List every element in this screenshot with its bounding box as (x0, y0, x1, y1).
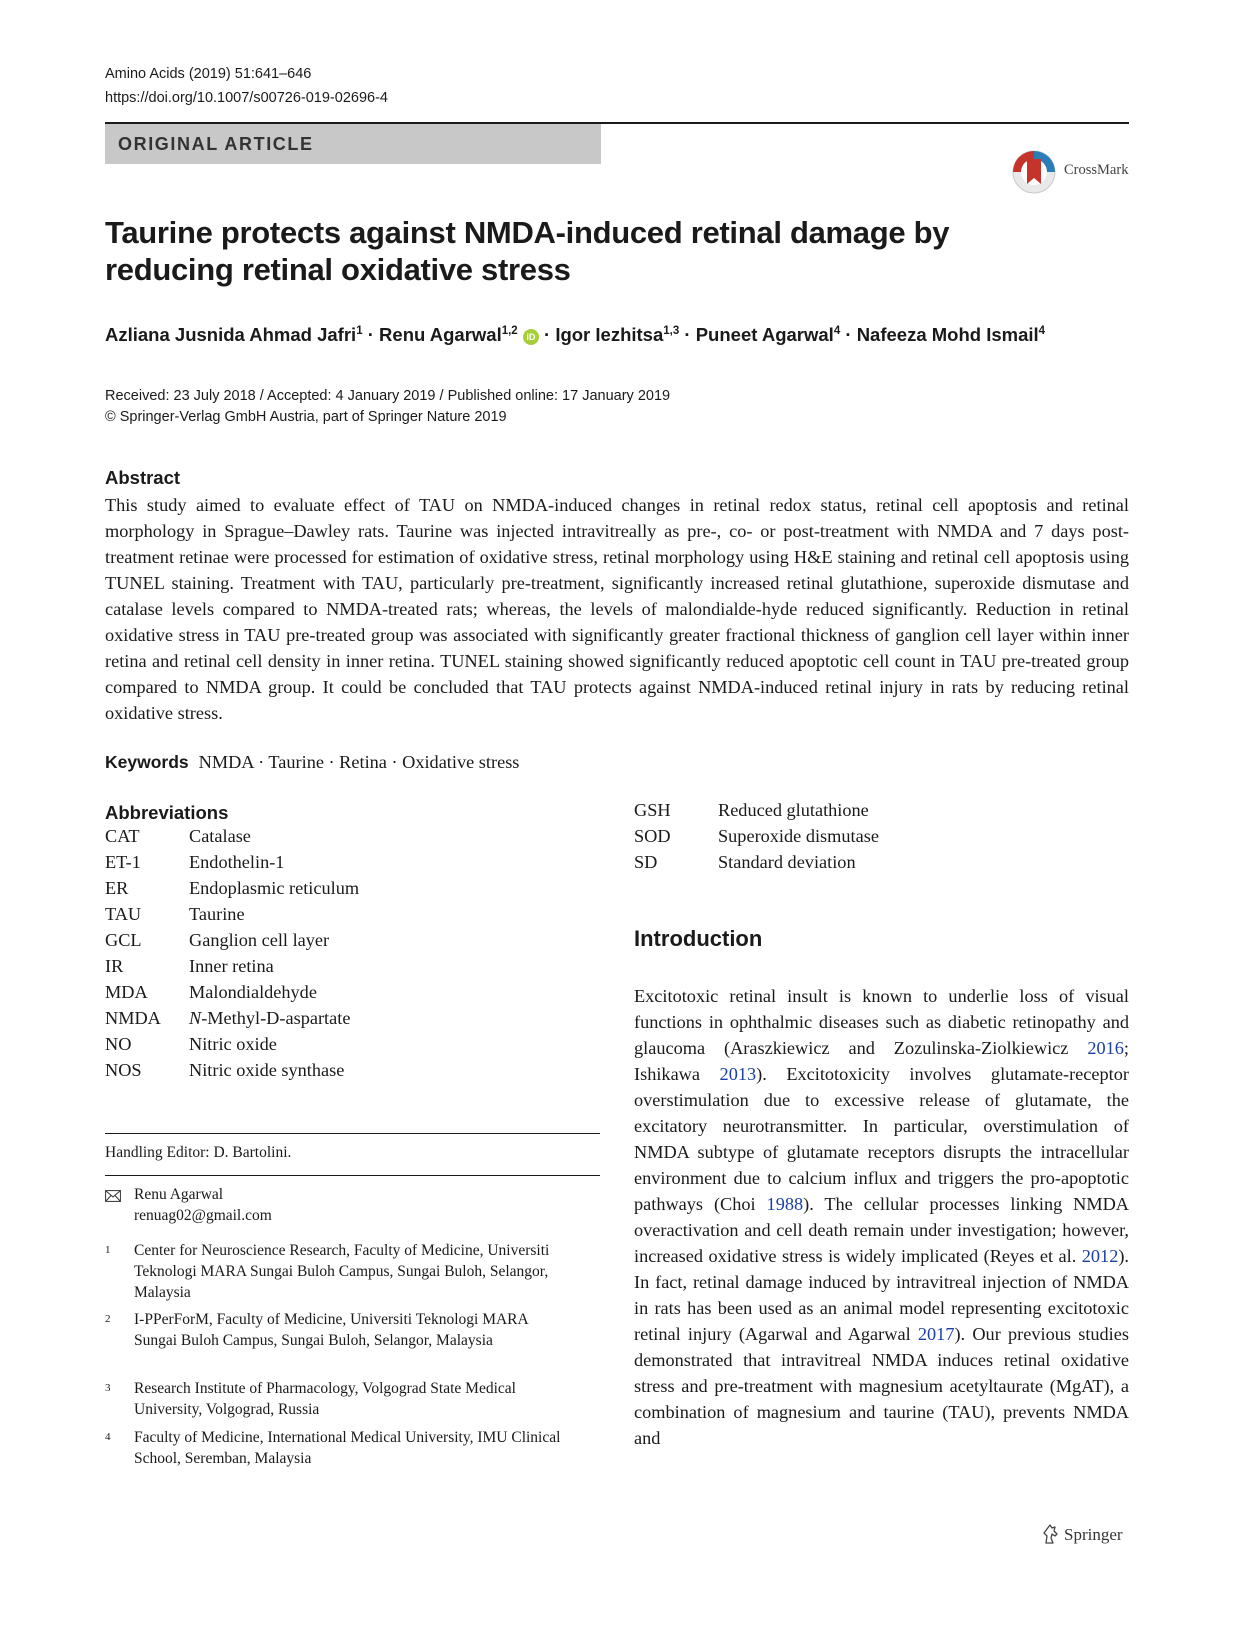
abbreviation-row (105, 930, 359, 956)
springer-horse-icon (1040, 1523, 1062, 1545)
publisher-logo-text: Springer (1064, 1525, 1123, 1544)
abbreviation-value (189, 1008, 359, 1034)
affiliation-number: 1 (105, 1244, 111, 1256)
abbreviation-row (105, 1008, 359, 1034)
abbreviation-key: ET-1 (105, 852, 141, 872)
abbreviation-key: SD (634, 852, 658, 872)
affiliation-number: 3 (105, 1382, 111, 1394)
introduction-text (634, 983, 1129, 1451)
intro-text-segment: ; Ishikawa (634, 1038, 1129, 1084)
orcid-icon[interactable]: iD (523, 329, 539, 345)
intro-text-segment: ). In fact, retinal damage induced by intravitreal injection of NMDA in rats has been used as an animal model representing excitotoxic retinal injury (Agarwal and Agarwal (634, 1246, 1129, 1344)
abbreviation-row (634, 800, 879, 826)
citation-link[interactable]: 2012 (1081, 1246, 1119, 1266)
abbreviation-row (105, 956, 359, 982)
keywords (105, 752, 519, 773)
abbreviation-value: Catalase (189, 826, 251, 846)
abbreviation-row (105, 852, 359, 878)
abbreviation-value: Nitric oxide synthase (189, 1060, 345, 1080)
doi-link[interactable]: https://doi.org/10.1007/s00726-019-02696-4 (105, 90, 388, 106)
citation-link[interactable]: 2013 (719, 1064, 757, 1084)
abbreviation-value: Superoxide dismutase (718, 826, 879, 846)
keywords-list: NMDA · Taurine · Retina · Oxidative stress (198, 752, 520, 772)
abbreviation-key: SOD (634, 826, 671, 846)
author-affiliation: 1,3 (663, 325, 680, 337)
abbreviations-list-right (634, 800, 879, 878)
abbreviations-heading: Abbreviations (105, 802, 229, 823)
abbreviation-value: Endothelin-1 (189, 852, 285, 872)
author-name[interactable]: Renu Agarwal (379, 324, 502, 345)
abbreviation-row (105, 1034, 359, 1060)
intro-text-segment: Excitotoxic retinal insult is known to underlie loss of visual functions in ophthalmic diseases such as diabetic retinopathy and glaucoma (Araszkiewicz and Zozulinska-Ziolkiewicz (634, 986, 1129, 1058)
intro-text-segment: ). Excitotoxicity involves glutamate-receptor overstimulation due to excessive release of glutamate, the excitatory neurotransmitter. In particular, overstimulation of NMDA subtype of glutamate receptors disrupts the intracellular environment due to calcium influx and triggers the pro-apoptotic pathways (Choi (634, 1064, 1129, 1214)
abbreviation-value: Ganglion cell layer (189, 930, 330, 950)
abbreviation-key: CAT (105, 826, 140, 846)
journal-citation: Amino Acids (2019) 51:641–646 (105, 66, 312, 82)
citation-link[interactable]: 2016 (1087, 1038, 1124, 1058)
article-type-label: ORIGINAL ARTICLE (118, 134, 314, 154)
abbreviation-value: Taurine (189, 904, 245, 924)
abbreviation-value-text: -Methyl-D-aspartate (201, 1008, 351, 1028)
copyright-notice: © Springer-Verlag GmbH Austria, part of Springer Nature 2019 (105, 409, 507, 425)
introduction-heading: Introduction (634, 926, 763, 951)
author-name[interactable]: Puneet Agarwal (695, 324, 834, 345)
keywords-label: Keywords (105, 752, 189, 772)
abbreviations-list-left (105, 826, 359, 1086)
abbreviation-key: IR (105, 956, 124, 976)
author-name[interactable]: Igor Iezhitsa (555, 324, 664, 345)
crossmark-label[interactable]: CrossMark (1064, 162, 1129, 178)
intro-text-segment: ). Our previous studies demonstrated that intravitreal NMDA induces retinal oxidative stress and pre-treatment with magnesium acetyltaurate (MgAT), a combination of magnesium and taurine (TAU), prevents NMDA and (634, 1324, 1129, 1448)
footnote-rule (105, 1175, 600, 1176)
abstract-heading: Abstract (105, 467, 181, 488)
envelope-icon (105, 1190, 121, 1202)
abbreviation-row (634, 826, 879, 852)
abbreviation-key: ER (105, 878, 129, 898)
abbreviation-value: Standard deviation (718, 852, 856, 872)
corresponding-author-name: Renu Agarwal (134, 1186, 224, 1203)
abbreviation-key: NMDA (105, 1008, 161, 1028)
author-name[interactable]: Nafeeza Mohd Ismail (856, 324, 1039, 345)
affiliation-text: I-PPerForM, Faculty of Medicine, Universiti Teknologi MARA Sungai Buloh Campus, Sungai Buloh, Selangor, Malaysia (134, 1311, 528, 1349)
abbreviation-row (105, 826, 359, 852)
abbreviation-value: Inner retina (189, 956, 274, 976)
author-affiliation: 4 (1038, 325, 1046, 337)
abbreviation-key: TAU (105, 904, 142, 924)
abbreviation-value: Endoplasmic reticulum (189, 878, 360, 898)
article-title: Taurine protects against NMDA-induced retinal damage by reducing retinal oxidative stress (105, 215, 950, 287)
affiliation-text: Faculty of Medicine, International Medical University, IMU Clinical School, Seremban, Malaysia (134, 1429, 561, 1467)
handling-editor: Handling Editor: D. Bartolini. (105, 1144, 292, 1161)
abbreviation-value: Malondialdehyde (189, 982, 317, 1002)
abbreviation-key: NOS (105, 1060, 142, 1080)
abbreviation-row (105, 982, 359, 1008)
affiliation-text: Research Institute of Pharmacology, Volgograd State Medical University, Volgograd, Russia (134, 1380, 516, 1418)
abbreviation-key: MDA (105, 982, 148, 1002)
affiliation-text: Center for Neuroscience Research, Faculty of Medicine, Universiti Teknologi MARA Sungai Buloh Campus, Sungai Buloh, Selangor, Malaysia (134, 1242, 550, 1301)
affiliation-number: 4 (105, 1431, 111, 1443)
citation-link[interactable]: 1988 (766, 1194, 804, 1214)
abbreviation-key: NO (105, 1034, 132, 1054)
abbreviation-row (634, 852, 879, 878)
abbreviation-row (105, 904, 359, 930)
abbreviation-key: GCL (105, 930, 142, 950)
abbreviation-row (105, 1060, 359, 1086)
author-affiliation: 1 (356, 325, 363, 337)
author-list: Azliana Jusnida Ahmad Jafri$^1$ · Renu Agarwal$^{1,2}$ iD · Igor Iezhitsa$^{1,3}$ · Puneet Agarwal$^4$ · Nafeeza Mohd Ismail$^4$ (105, 324, 1046, 345)
affiliation-number: 2 (105, 1313, 111, 1325)
intro-text-segment: ). The cellular processes linking NMDA overactivation and cell death remain under investigation; however, increased oxidative stress is widely implicated (Reyes et al. (634, 1194, 1130, 1266)
abbreviation-value: Reduced glutathione (718, 800, 869, 820)
author-affiliation: 1,2 (501, 325, 518, 337)
corresponding-author-email[interactable]: renuag02@gmail.com (134, 1207, 272, 1224)
abbreviation-value: Nitric oxide (189, 1034, 277, 1054)
citation-link[interactable]: 2017 (917, 1324, 955, 1344)
author-affiliation: 4 (833, 325, 841, 337)
abbreviation-key: GSH (634, 800, 671, 820)
abstract-text: This study aimed to evaluate effect of TAU on NMDA-induced changes in retinal redox status, retinal cell apoptosis and retinal morphology in Sprague–Dawley rats. Taurine was injected intravitreally as pre-, co- or post-treatment with NMDA and 7 days post-treatment retinae were processed for estimation of oxidative stress, retinal morphology using H&E staining and retinal cell apoptosis using TUNEL staining. Treatment with TAU, particularly pre-treatment, significantly increased retinal glutathione, superoxide dismutase and catalase levels compared to NMDA-treated rats; whereas, the levels of malondialde-hyde reduced significantly. Reduction in retinal oxidative stress in TAU pre-treated group was associated with significantly greater fractional thickness of ganglion cell layer within inner retina and retinal cell density in inner retina. TUNEL staining showed significantly reduced apoptotic cell count in TAU pre-treated group compared to NMDA group. It could be concluded that TAU protects against NMDA-induced retinal injury in rats by reducing retinal oxidative stress. (105, 495, 1129, 723)
publication-dates: Received: 23 July 2018 / Accepted: 4 January 2019 / Published online: 17 January 2019 (105, 388, 671, 404)
footnote-rule (105, 1133, 600, 1134)
abbreviation-row (105, 878, 359, 904)
author-name[interactable]: Azliana Jusnida Ahmad Jafri (105, 324, 357, 345)
abbreviation-italic-prefix: N (189, 1008, 202, 1028)
